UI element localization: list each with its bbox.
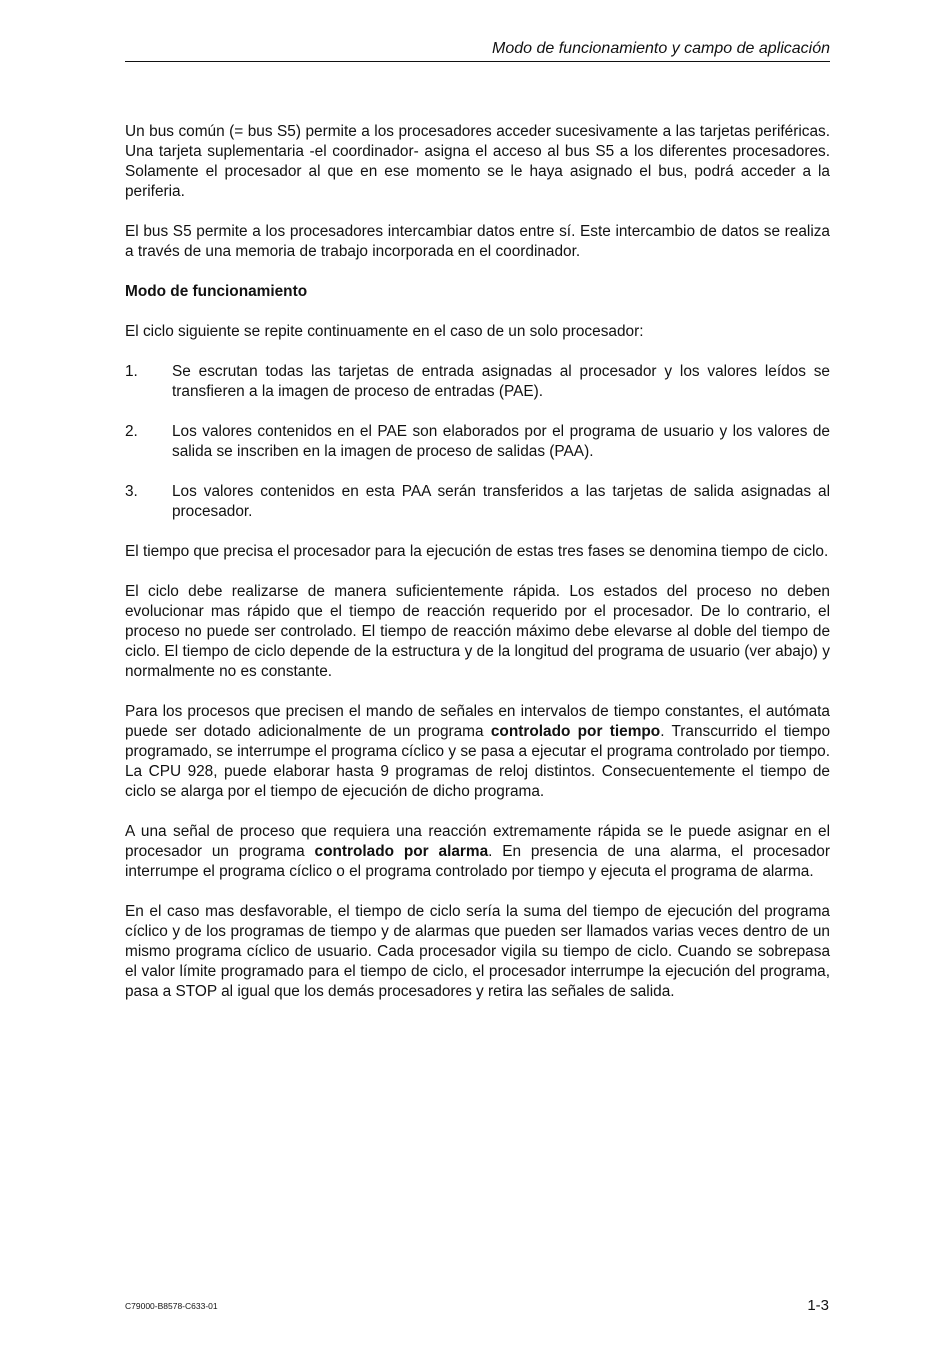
- list-item-number: 2.: [125, 423, 138, 440]
- paragraph-alarm-controlled: [125, 822, 830, 882]
- list-item: [125, 482, 830, 522]
- bold-term: controlado por alarma: [314, 843, 489, 860]
- page-header: Modo de funcionamiento y campo de aplicación: [125, 40, 830, 62]
- paragraph-worst-case: En el caso mas desfavorable, el tiempo de ciclo sería la suma del tiempo de ejecución del programa cíclico y de los programas de tiempo y de alarmas que pueden ser llamados varias veces dentro de un mismo programa cíclico de usuario. Cada procesador vigila su tiempo de ciclo. Cuando se sobrepasa el valor límite programado para el tiempo de ciclo, el procesador interrumpe la ejecución del programa, pasa a STOP al igual que los demás procesadores y retira las señales de salida.: [125, 903, 830, 1000]
- paragraph-time-controlled: [125, 702, 830, 802]
- paragraph-cycle-speed: El ciclo debe realizarse de manera suficientemente rápida. Los estados del proceso no deben evolucionar mas rápido que el tiempo de reacción requerido por el procesador. De lo contrario, el proceso no puede ser controlado. El tiempo de reacción máximo debe elevarse al doble del tiempo de ciclo. El tiempo de ciclo depende de la estructura y de la longitud del programa de usuario (ver abajo) y normalmente no es constante.: [125, 583, 830, 680]
- paragraph-cycle-lead: El ciclo siguiente se repite continuamente en el caso de un solo procesador:: [125, 323, 644, 340]
- section-heading: Modo de funcionamiento: [125, 283, 308, 300]
- list-item-number: 1.: [125, 363, 138, 380]
- text-run: A una señal de proceso que requiera una reacción extremamente rápida se le puede asignar en el procesador un programa: [125, 823, 830, 860]
- list-item-number: 3.: [125, 483, 138, 500]
- list-item: [125, 362, 830, 402]
- text-run: . En presencia de una alarma, el procesador interrumpe el programa cíclico o el programa controlado por tiempo y ejecuta el programa de alarma.: [125, 843, 830, 880]
- list-item: [125, 422, 830, 462]
- paragraph-cycle-time: El tiempo que precisa el procesador para la ejecución de estas tres fases se denomina tiempo de ciclo.: [125, 543, 829, 560]
- paragraph-bus-intro: Un bus común (= bus S5) permite a los procesadores acceder sucesivamente a las tarjetas periféricas. Una tarjeta suplementaria -el coordinador- asigna el acceso al bus S5 a los diferentes procesadores. Solamente el procesador al que en ese momento se le haya asignado el bus, podrá acceder a la periferia.: [125, 123, 830, 200]
- list-item-text: Los valores contenidos en esta PAA serán transferidos a las tarjetas de salida asignadas al procesador.: [172, 483, 830, 520]
- list-item-text: Se escrutan todas las tarjetas de entrada asignadas al procesador y los valores leídos se transfieren a la imagen de proceso de entradas (PAE).: [172, 363, 830, 400]
- page-body: [125, 122, 830, 1022]
- text-run: Para los procesos que precisen el mando de señales en intervalos de tiempo constantes, el autómata puede ser dotado adicionalmente de un programa: [125, 703, 830, 740]
- list-item-text: Los valores contenidos en el PAE son elaborados por el programa de usuario y los valores de salida se inscriben en la imagen de proceso de salidas (PAA).: [172, 423, 830, 460]
- bold-term: controlado por tiempo: [490, 723, 661, 740]
- text-run: . Transcurrido el tiempo programado, se interrumpe el programa cíclico y se pasa a ejecutar el programa controlado por tiempo. La CPU 928, puede elaborar hasta 9 programas de reloj distintos. Consecuentemente el tiempo de ciclo se alarga por el tiempo de ejecución de dicho programa.: [125, 723, 831, 800]
- paragraph-data-exchange: El bus S5 permite a los procesadores intercambiar datos entre sí. Este intercambio de datos se realiza a través de una memoria de trabajo incorporada en el coordinador.: [125, 223, 830, 260]
- document-code: C79000-B8578-C633-01: [125, 1301, 218, 1311]
- page-number: 1-3: [807, 1297, 829, 1314]
